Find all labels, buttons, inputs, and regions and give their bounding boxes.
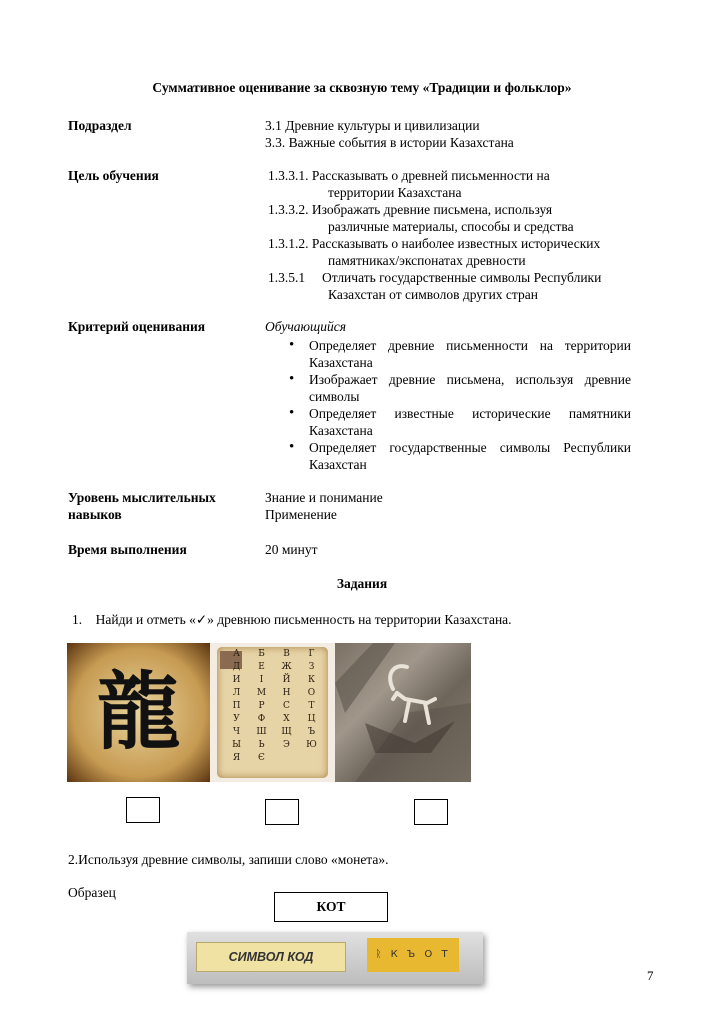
goal-item: 1.3.1.2. Рассказывать о наиболее известных исторических (268, 236, 601, 251)
goal-item: 1.3.3.2. Изображать древние письмена, используя (268, 202, 553, 217)
alphabet-letter: І (259, 675, 264, 685)
alphabet-grid (224, 649, 324, 764)
alphabet-letter: Ф (257, 714, 266, 724)
criteria-bullet: • Определяет древние письменности на территории Казахстана (309, 337, 631, 371)
task2-text: 2.Используя древние символы, запиши слово «монета». (68, 852, 389, 867)
alphabet-letter: Ц (307, 714, 316, 724)
sample-word-box: КОТ (274, 892, 388, 922)
subsection-line: 3.1 Древние культуры и цивилизации (265, 118, 480, 133)
checkbox-alphabet-scroll[interactable] (265, 799, 299, 825)
goal-item: 1.3.5.1 Отличать государственные символы Республики (268, 270, 602, 285)
alphabet-letter: С (283, 701, 290, 711)
alphabet-letter: Н (282, 688, 291, 698)
alphabet-letter: Е (258, 662, 265, 672)
subsection-line: 3.3. Важные события в истории Казахстана (265, 135, 514, 150)
criteria-bullet: • Определяет известные исторические памятники Казахстана (309, 405, 631, 439)
task1-text-before: Найди и отметь « (95, 612, 196, 627)
alphabet-letter: Т (308, 701, 315, 711)
alphabet-letter: Д (232, 662, 241, 672)
petroglyph-drawing (335, 643, 471, 782)
code-strip-runes: ᚱ К Ъ О Т (367, 938, 459, 972)
alphabet-letter: Ш (256, 727, 267, 737)
alphabet-letter: Ч (233, 727, 240, 737)
goal-item-cont: памятниках/экспонатах древности (328, 253, 526, 268)
alphabet-letter: Й (282, 675, 291, 685)
subsection-values (265, 117, 514, 151)
thinking-level-values (265, 489, 383, 523)
code-strip-label: СИМВОЛ КОД (196, 942, 346, 972)
alphabet-letter: Є (258, 753, 265, 763)
alphabet-scroll-image (210, 643, 335, 782)
thinking-level-label-line: Уровень мыслительных (68, 490, 216, 505)
alphabet-letter: Х (283, 714, 290, 724)
criteria-bullet: • Определяет государственные символы Республики Казахстан (309, 439, 631, 473)
alphabet-letter: В (283, 649, 290, 659)
alphabet-letter: Г (308, 649, 315, 659)
dragon-glyph: 龍 (96, 663, 181, 761)
symbol-code-strip (187, 932, 483, 984)
alphabet-letter: Э (283, 740, 290, 750)
alphabet-letter: Л (232, 688, 241, 698)
learning-goal-list (268, 167, 601, 303)
thinking-level-value: Знание и понимание (265, 490, 383, 505)
alphabet-letter: П (232, 701, 241, 711)
checkbox-dragon-glyph[interactable] (126, 797, 160, 823)
criteria-block (265, 318, 631, 473)
criteria-label: Критерий оценивания (68, 319, 206, 334)
alphabet-letter: Щ (281, 727, 292, 737)
thinking-level-label (68, 489, 216, 523)
alphabet-letter: И (232, 675, 241, 685)
tasks-heading: Задания (336, 576, 388, 591)
subsection-label: Подраздел (68, 118, 132, 133)
alphabet-letter: А (233, 649, 240, 659)
sample-label: Образец (68, 885, 116, 900)
alphabet-letter: Я (232, 753, 241, 763)
alphabet-letter: О (307, 688, 316, 698)
checkbox-petroglyph[interactable] (414, 799, 448, 825)
goal-item-cont: различные материалы, способы и средства (328, 219, 574, 234)
alphabet-letter: Ж (281, 662, 292, 672)
criteria-bullet: • Изображает древние письмена, используя древние символы (309, 371, 631, 405)
alphabet-letter: Ь (258, 740, 265, 750)
time-value: 20 минут (265, 542, 318, 557)
alphabet-letter: К (308, 675, 315, 685)
learning-goal-label: Цель обучения (68, 168, 159, 183)
checkmark-icon: ✓ (195, 612, 208, 627)
criteria-student: Обучающийся (265, 319, 347, 334)
alphabet-letter: У (233, 714, 240, 724)
petroglyph-image (335, 643, 471, 782)
criteria-list (265, 337, 631, 473)
alphabet-letter: Ъ (307, 727, 316, 737)
task1-text (72, 612, 512, 628)
goal-item-cont: Казахстан от символов других стран (328, 287, 538, 302)
task1-number: 1. (72, 612, 83, 627)
alphabet-letter: М (256, 688, 267, 698)
goal-item: 1.3.3.1. Рассказывать о древней письменности на (268, 168, 550, 183)
task1-text-after: » древнюю письменность на территории Казахстана. (207, 612, 512, 627)
alphabet-letter: Ы (232, 740, 241, 750)
page-number: 7 (647, 968, 654, 983)
page-title: Суммативное оценивание за сквозную тему «Традиции и фольклор» (152, 80, 572, 95)
alphabet-letter: Ю (306, 740, 317, 750)
alphabet-letter: Р (258, 701, 265, 711)
thinking-level-value: Применение (265, 507, 337, 522)
alphabet-letter: З (308, 662, 315, 672)
goal-item-cont: территории Казахстана (328, 185, 462, 200)
alphabet-letter: Б (258, 649, 265, 659)
thinking-level-label-line: навыков (68, 507, 122, 522)
time-label: Время выполнения (68, 542, 187, 557)
dragon-glyph-image (67, 643, 210, 782)
